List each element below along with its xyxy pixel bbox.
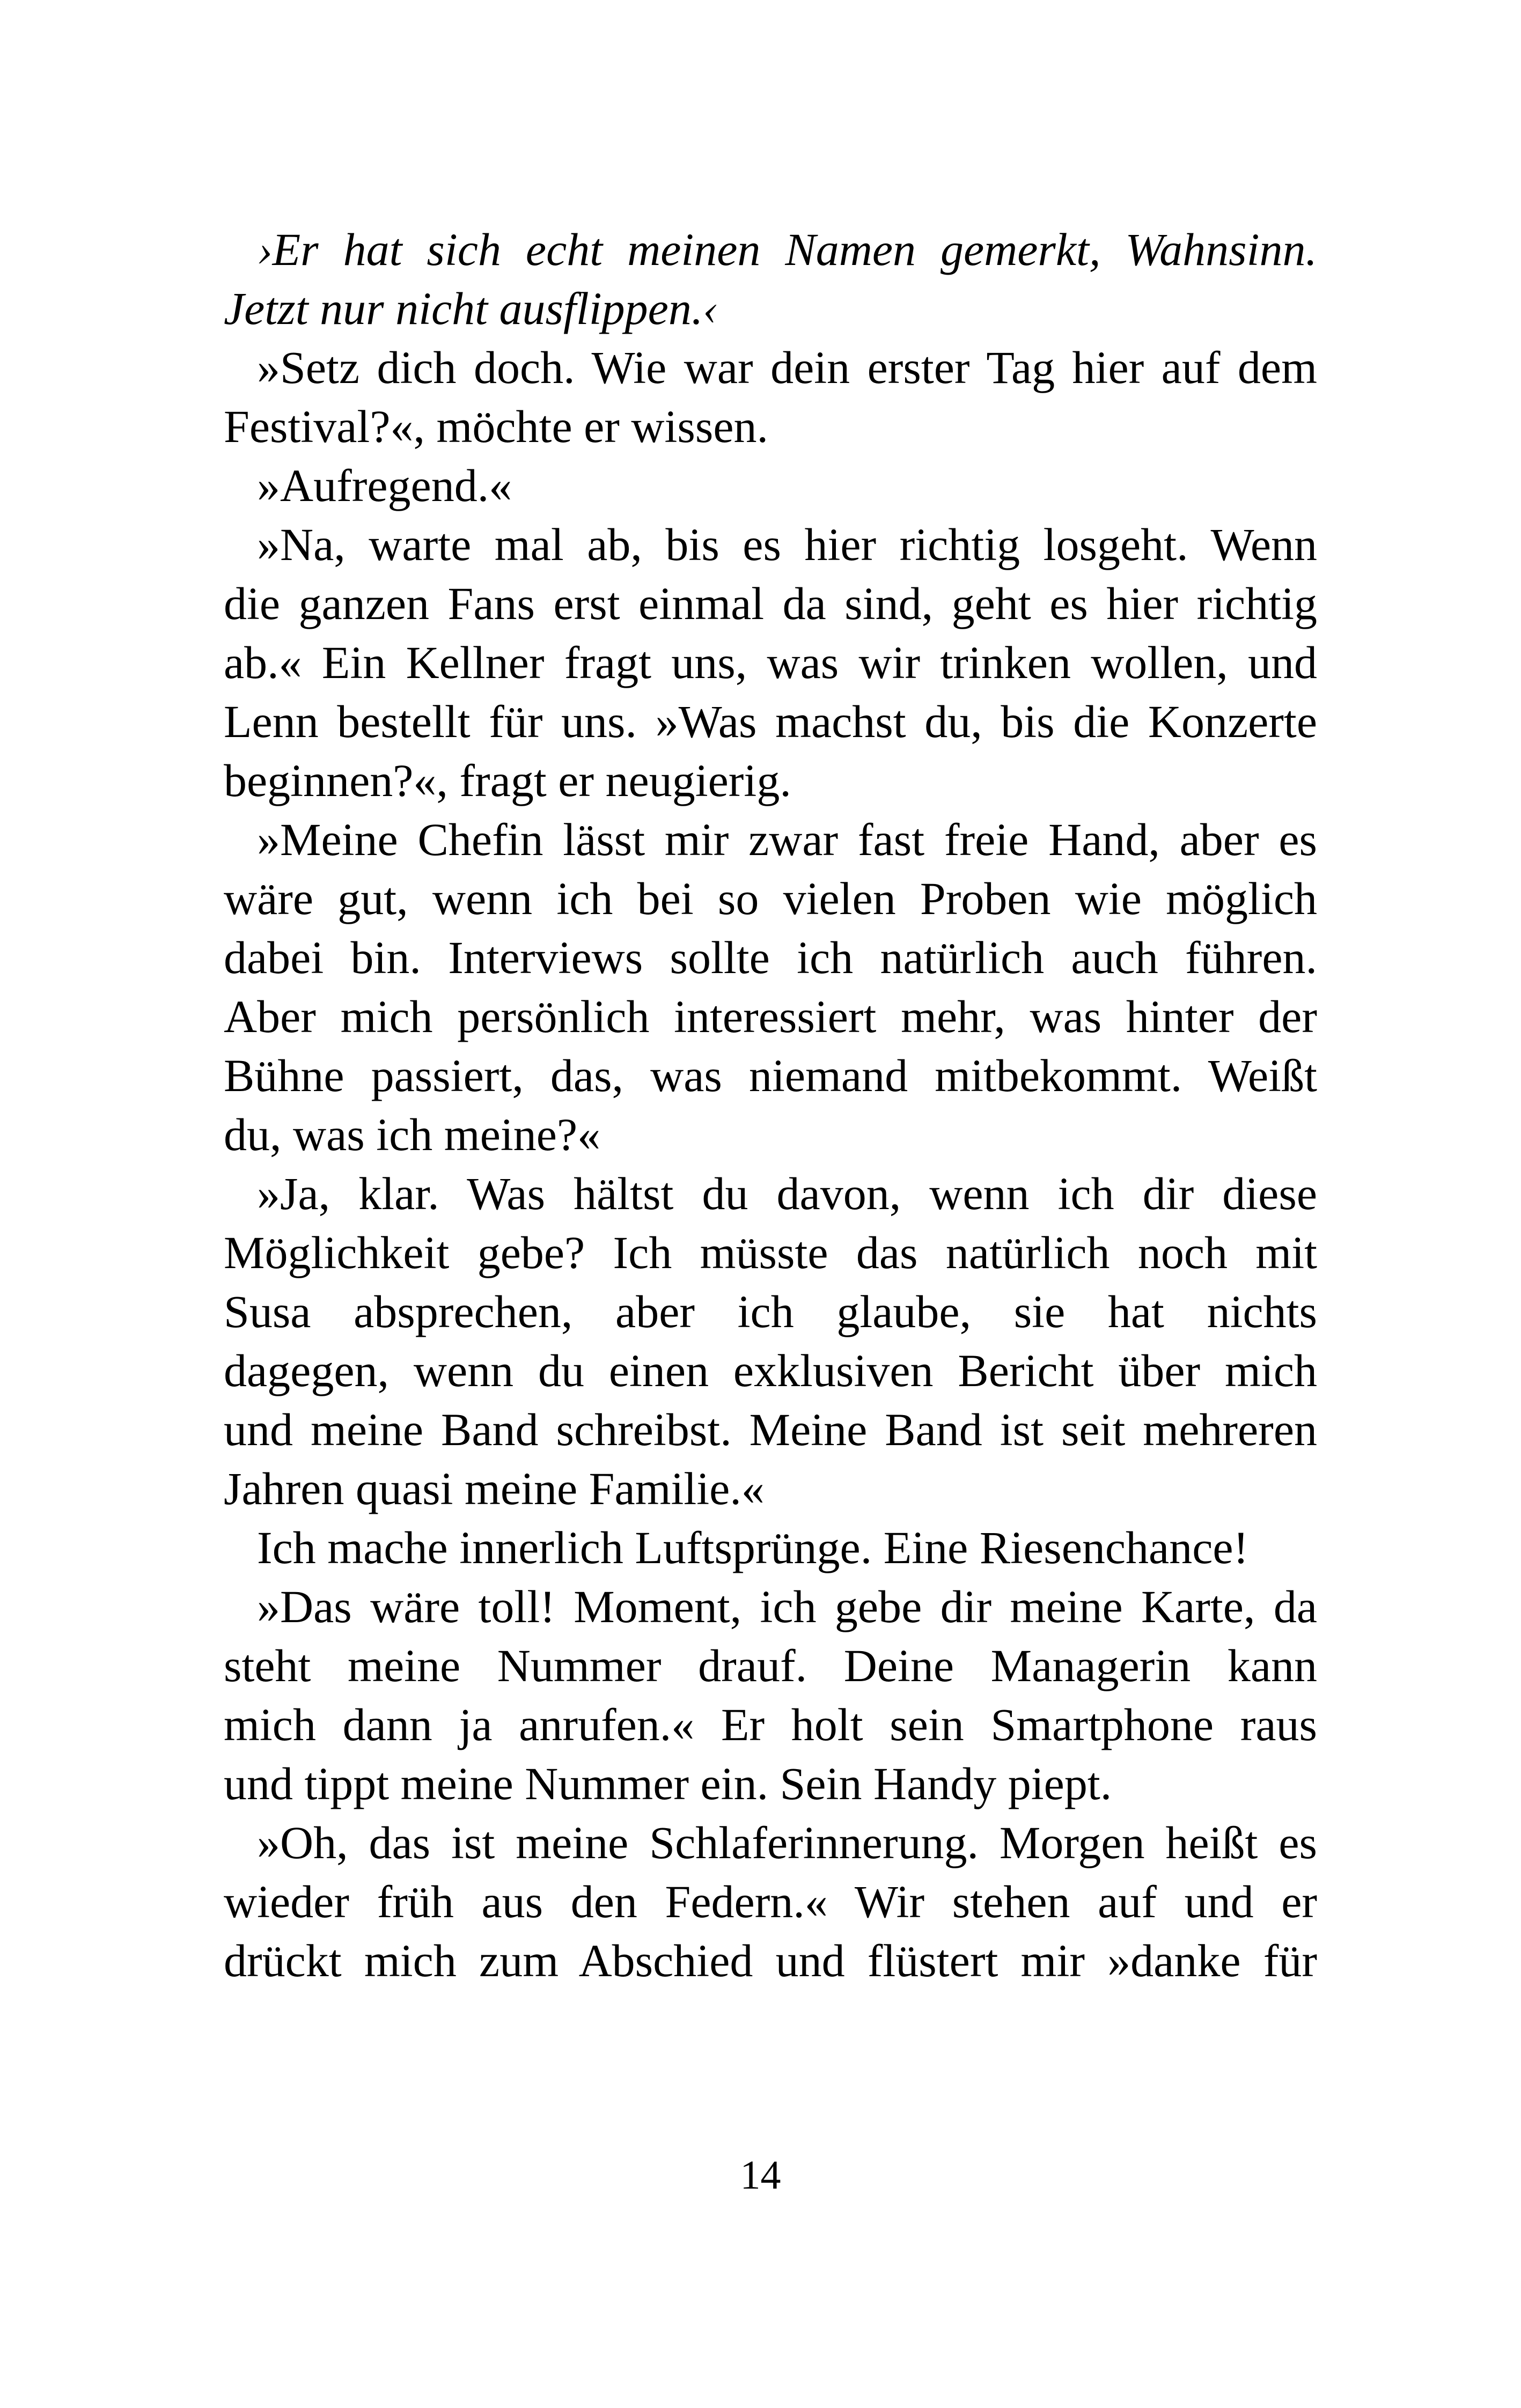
paragraph xyxy=(190,1577,1317,1813)
text-line: steht meine Nummer drauf. Deine Managerin kann xyxy=(224,1640,1317,1691)
text-line: Lenn bestellt für uns. »Was machst du, bis die Konzerte xyxy=(224,696,1317,747)
text-line: »Na, warte mal ab, bis es hier richtig losgeht. Wenn xyxy=(257,519,1317,570)
paragraph xyxy=(190,1518,1317,1577)
paragraph xyxy=(190,220,1317,338)
text-line: Jahren quasi meine Familie.« xyxy=(224,1463,765,1514)
text-line: »Setz dich doch. Wie war dein erster Tag hier auf dem xyxy=(257,342,1317,393)
text-line: Festival?«, möchte er wissen. xyxy=(224,401,769,452)
paragraph xyxy=(190,338,1317,456)
text-line: ›Er hat sich echt meinen Namen gemerkt, Wahnsinn. xyxy=(257,224,1317,275)
text-line: »Ja, klar. Was hältst du davon, wenn ich dir diese xyxy=(257,1168,1317,1219)
page-number: 14 xyxy=(740,2153,781,2198)
text-line: und meine Band schreibst. Meine Band ist seit mehreren xyxy=(224,1404,1317,1455)
text-line: Bühne passiert, das, was niemand mitbekommt. Weißt xyxy=(224,1050,1317,1101)
text-line: Susa absprechen, aber ich glaube, sie hat nichts xyxy=(224,1286,1317,1337)
text-line: die ganzen Fans erst einmal da sind, geht es hier richtig xyxy=(224,578,1317,629)
text-line: wieder früh aus den Federn.« Wir stehen auf und er xyxy=(224,1876,1317,1927)
text-line: Ich mache innerlich Luftsprünge. Eine Riesenchance! xyxy=(257,1522,1249,1573)
text-line: beginnen?«, fragt er neugierig. xyxy=(224,755,791,806)
text-line: »Aufregend.« xyxy=(257,460,512,511)
text-line: ab.« Ein Kellner fragt uns, was wir trinken wollen, und xyxy=(224,637,1317,688)
text-line: drückt mich zum Abschied und flüstert mir »danke für xyxy=(224,1935,1317,1986)
text-line: Aber mich persönlich interessiert mehr, was hinter der xyxy=(224,991,1317,1042)
text-line: Jetzt nur nicht ausflippen.‹ xyxy=(224,283,718,334)
text-line: »Oh, das ist meine Schlaferinnerung. Morgen heißt es xyxy=(257,1817,1317,1868)
text-line: Möglichkeit gebe? Ich müsste das natürlich noch mit xyxy=(224,1227,1317,1278)
paragraph xyxy=(190,515,1317,810)
text-line: »Meine Chefin lässt mir zwar fast freie Hand, aber es xyxy=(257,814,1317,865)
body-text xyxy=(190,220,1317,1990)
paragraph xyxy=(190,1813,1317,1990)
text-line: dabei bin. Interviews sollte ich natürlich auch führen. xyxy=(224,932,1317,983)
paragraph xyxy=(190,810,1317,1164)
text-line: mich dann ja anrufen.« Er holt sein Smartphone raus xyxy=(224,1699,1317,1750)
text-line: und tippt meine Nummer ein. Sein Handy piept. xyxy=(224,1758,1112,1809)
text-line: »Das wäre toll! Moment, ich gebe dir meine Karte, da xyxy=(257,1581,1317,1632)
text-line: dagegen, wenn du einen exklusiven Bericht über mich xyxy=(224,1345,1317,1396)
paragraph xyxy=(190,456,1317,515)
text-line: wäre gut, wenn ich bei so vielen Proben wie möglich xyxy=(224,873,1317,924)
paragraph xyxy=(190,1164,1317,1518)
text-line: du, was ich meine?« xyxy=(224,1109,601,1160)
